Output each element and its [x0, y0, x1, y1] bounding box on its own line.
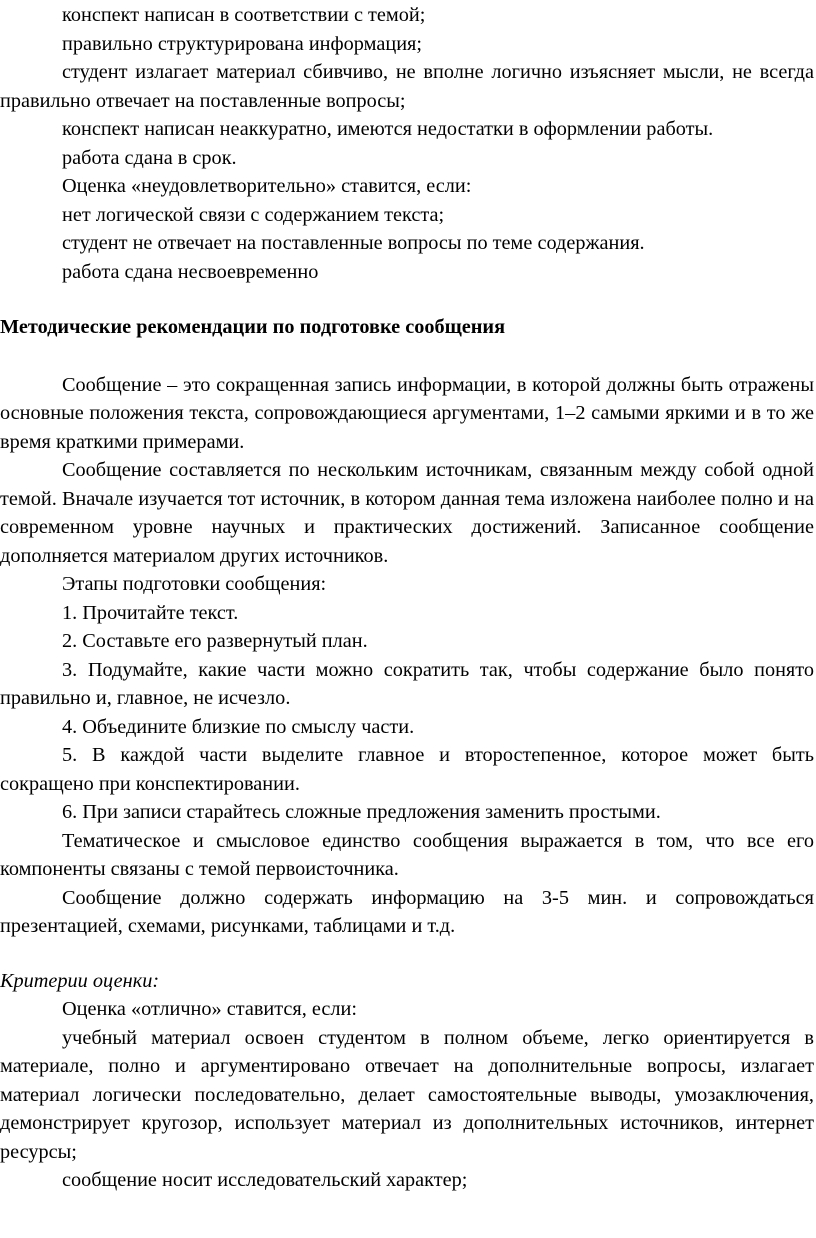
paragraph: Сообщение составляется по нескольким источникам, связанным между собой одной темой. Вначале изучается тот источник, в котором данная тема изложена наиболее полно и на современном уровне научных и практических достижений. Записанное сообщение дополняется материалом других источников.	[0, 459, 814, 567]
paragraph: Оценка «неудовлетворительно» ставится, если:	[62, 175, 472, 197]
list-item: 4. Объедините близкие по смыслу части.	[62, 715, 415, 738]
paragraph: конспект написан в соответствии с темой;	[62, 4, 426, 26]
list-item: 3. Подумайте, какие части можно сократить так, чтобы содержание было понято правильно и, главное, не исчезло.	[0, 658, 814, 709]
paragraph: сообщение носит исследовательский характер;	[62, 1169, 468, 1191]
paragraph: студент излагает материал сбивчиво, не вполне логично изъясняет мысли, не всегда правильно отвечает на поставленные вопросы;	[0, 61, 814, 112]
paragraph: Сообщение должно содержать информацию на 3-5 мин. и сопровождаться презентацией, схемами, рисунками, таблицами и т.д.	[0, 886, 814, 937]
grading-criteria-continued	[0, 0, 814, 286]
paragraph: работа сдана в срок.	[62, 146, 237, 169]
list-item: 2. Составьте его развернутый план.	[62, 630, 368, 652]
paragraph: Сообщение – это сокращенная запись информации, в которой должны быть отражены основные положения текста, сопровождающиеся аргументами, 1–2 самыми яркими и в то же время краткими примерами.	[0, 373, 814, 453]
list-item: 1. Прочитайте текст.	[62, 601, 239, 624]
paragraph: работа сдана несвоевременно	[62, 260, 319, 283]
paragraph: Тематическое и смысловое единство сообщения выражается в том, что все его компоненты связаны с темой первоисточника.	[0, 829, 814, 880]
paragraph: учебный материал освоен студентом в полном объеме, легко ориентируется в материале, полно и аргументировано отвечает на дополнительные вопросы, излагает материал логически последовательно, делает самостоятельные выводы, умозаключения, демонстрирует кругозор, использует материал из дополнительных источников, интернет ресурсы;	[0, 1026, 814, 1163]
paragraph: студент не отвечает на поставленные вопросы по теме содержания.	[62, 232, 645, 254]
paragraph: правильно структурирована информация;	[62, 32, 423, 55]
paragraph: Оценка «отлично» ставится, если:	[62, 998, 357, 1020]
paragraph: Этапы подготовки сообщения:	[62, 573, 327, 595]
list-item: 6. При записи старайтесь сложные предложения заменить простыми.	[62, 801, 661, 823]
list-item: 5. В каждой части выделите главное и второстепенное, которое может быть сокращено при конспектировании.	[0, 744, 814, 795]
criteria-section	[0, 995, 814, 1195]
section-body	[0, 371, 814, 941]
paragraph: конспект написан неаккуратно, имеются недостатки в оформлении работы.	[62, 118, 714, 140]
paragraph: нет логической связи с содержанием текста;	[62, 203, 445, 226]
section-title: Методические рекомендации по подготовке сообщения	[0, 316, 506, 338]
criteria-heading: Критерии оценки:	[0, 969, 160, 992]
